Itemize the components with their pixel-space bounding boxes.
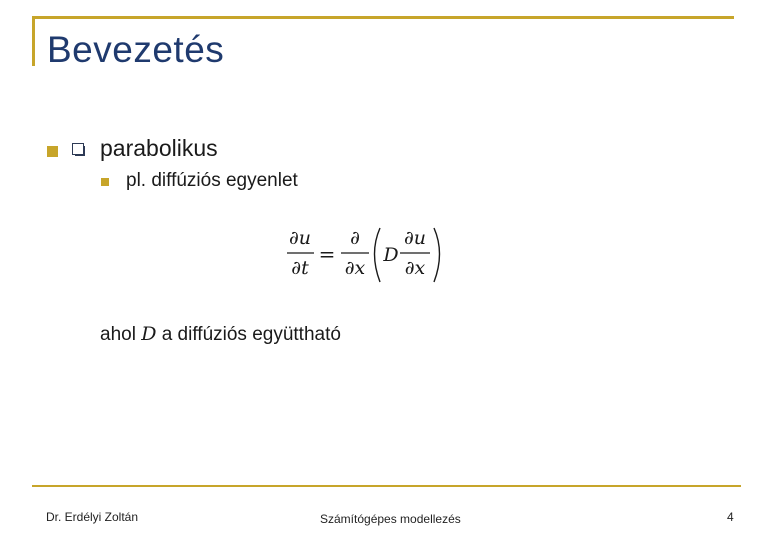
eq-equals-sign: = [318, 242, 336, 266]
frame-top-line [32, 16, 734, 19]
footer-divider [32, 485, 741, 487]
eq-lhs-denominator: ∂t [291, 257, 309, 279]
checkbox-bullet-icon [72, 143, 85, 156]
eq-left-paren [375, 228, 381, 282]
eq-lhs-numerator: ∂u [288, 227, 312, 249]
frame-left-line [32, 16, 35, 66]
eq-coefficient: D [383, 244, 399, 266]
footer-author: Dr. Erdélyi Zoltán [46, 510, 139, 524]
bullet-parabolikus: parabolikus [100, 135, 218, 161]
eq-inner-numerator: ∂u [403, 227, 427, 249]
footer-course-title: Számítógépes modellezés [320, 512, 461, 526]
diffusion-equation [283, 222, 448, 288]
diffusion-coefficient-note [100, 323, 341, 346]
eq-operator-numerator: ∂ [350, 227, 360, 249]
square-bullet-icon [47, 146, 58, 157]
eq-right-paren [434, 228, 440, 282]
small-square-bullet-icon [101, 178, 109, 186]
note-variable: D [141, 323, 157, 345]
note-suffix: a diffúziós együttható [156, 324, 341, 345]
note-prefix: ahol [100, 324, 142, 345]
eq-inner-denominator: ∂x [404, 257, 426, 279]
slide-title: Bevezetés [47, 29, 225, 70]
eq-operator-denominator: ∂x [344, 257, 366, 279]
bullet-diffusion-equation: pl. diffúziós egyenlet [126, 170, 298, 191]
page-number: 4 [727, 510, 734, 524]
